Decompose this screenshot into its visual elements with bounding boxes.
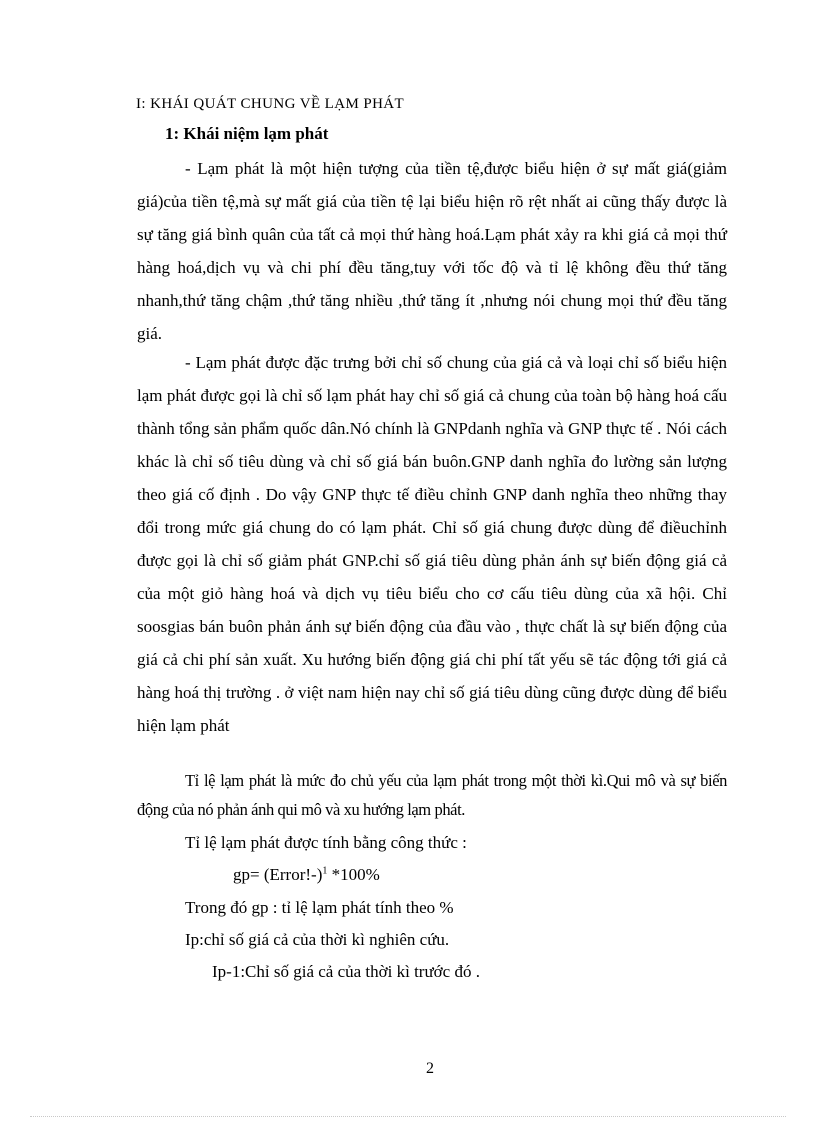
formula-superscript: 1	[322, 865, 328, 877]
definition-ip: Ip:chỉ số giá cả của thời kì nghiên cứu.	[185, 930, 450, 949]
formula	[233, 865, 380, 885]
definition-ip-1: Ip-1:Chỉ số giá cả của thời kì trước đó .	[212, 962, 480, 981]
formula-suffix: *100%	[327, 865, 380, 884]
definition-gp: Trong đó gp : tỉ lệ lạm phát tính theo %	[185, 898, 454, 917]
section-heading: I: KHÁI QUÁT CHUNG VỀ LẠM PHÁT	[136, 96, 405, 112]
paragraph-definition: - Lạm phát là một hiện tượng của tiền tệ,được biểu hiện ở sự mất giá(giảm giá)của tiền tệ,mà sự mất giá của tiền tệ lại biểu hiện rõ rệt nhất ai cũng thấy được là sự tăng giá bình quân của tất cả mọi thứ hàng hoá.Lạm phát xảy ra khi giá cả mọi thứ hàng hoá,dịch vụ và chi phí đều tăng,tuy với tốc độ và tỉ lệ không đều thứ tăng nhanh,thứ tăng chậm ,thứ tăng nhiều ,thứ tăng ít ,nhưng nói chung mọi thứ đều tăng giá.	[137, 159, 727, 343]
sub-heading: 1: Khái niệm lạm phát	[165, 124, 329, 143]
footer-divider	[30, 1116, 786, 1117]
formula-intro: Tỉ lệ lạm phát được tính bằng công thức :	[185, 833, 467, 852]
formula-text: gp= (Error!-)	[233, 865, 323, 884]
page-number: 2	[426, 1060, 434, 1077]
paragraph-characteristics: - Lạm phát được đặc trưng bởi chỉ số chung của giá cả và loại chỉ số biểu hiện lạm phát được gọi là chỉ số lạm phát hay chỉ số giá cả chung của toàn bộ hàng hoá cấu thành tổng sản phẩm quốc dân.Nó chính là GNPdanh nghĩa và GNP thực tế . Nói cách khác là chỉ số tiêu dùng và chỉ số giá bán buôn.GNP danh nghĩa đo lường sản lượng theo giá cố định . Do vậy GNP thực tế điều chỉnh GNP danh nghĩa theo những thay đổi trong mức giá chung do có lạm phát. Chỉ số giá chung được dùng để điềuchỉnh được gọi là chỉ số giảm phát GNP.chỉ số giá tiêu dùng phản ánh sự biến động giá cả của một giỏ hàng hoá và dịch vụ tiêu biểu cho cơ cấu tiêu dùng của xã hội. Chỉ soosgias bán buôn phản ánh sự biến động của đầu vào , thực chất là sự biến động của giá cả chi phí sản xuất. Xu hướng biến động giá chi phí tất yếu sẽ tác động tới giá cả hàng hoá thị trường . ở việt nam hiện nay chỉ số giá tiêu dùng cũng được dùng để biểu hiện lạm phát	[137, 353, 727, 735]
paragraph-inflation-rate: Tỉ lệ lạm phát là mức đo chủ yếu của lạm phát trong một thời kì.Qui mô và sự biến động của nó phản ánh qui mô và xu hướng lạm phát.	[137, 771, 727, 819]
